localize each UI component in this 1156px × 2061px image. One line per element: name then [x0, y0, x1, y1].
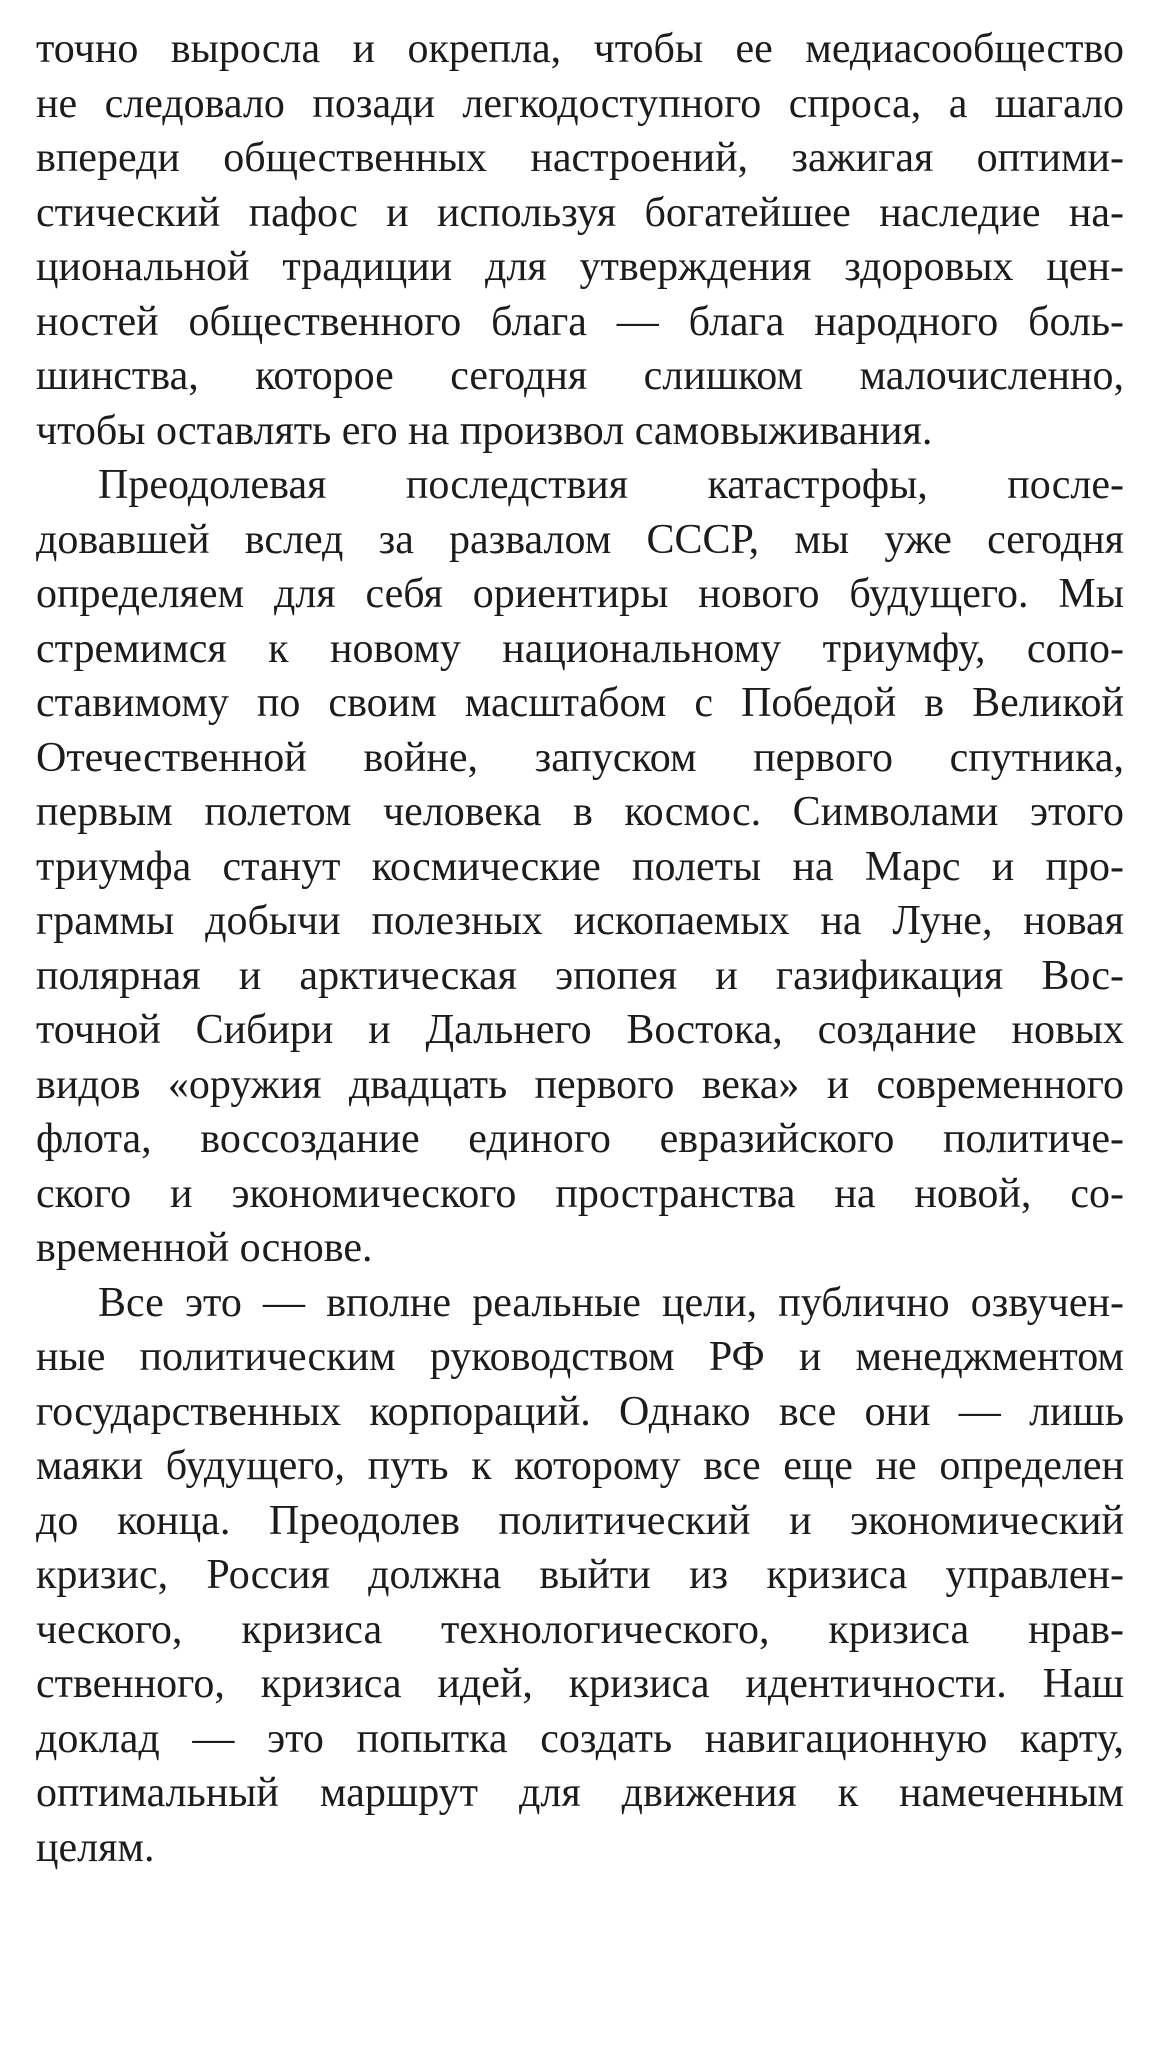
- text-line: чтобы оставлять его на произвол самовыживания.: [36, 407, 933, 454]
- text-line: до конца. Преодолев политический и экономический: [36, 1497, 1124, 1544]
- text-line: ностей общественного блага — блага народного боль-: [36, 298, 1124, 345]
- text-line: видов «оружия двадцать первого века» и современного: [36, 1061, 1124, 1108]
- text-line: впереди общественных настроений, зажигая оптими-: [36, 135, 1124, 181]
- text-line: Отечественной войне, запуском первого спутника,: [36, 734, 1124, 781]
- text-line: временной основе.: [36, 1225, 373, 1271]
- text-line: Все это — вполне реальные цели, публично озвучен-: [98, 1279, 1124, 1326]
- text-line: граммы добычи полезных ископаемых на Луне, новая: [36, 898, 1124, 944]
- text-line: государственных корпораций. Однако все они — лишь: [36, 1388, 1124, 1435]
- text-line: определяем для себя ориентиры нового будущего. Мы: [36, 571, 1124, 617]
- text-line: точно выросла и окрепла, чтобы ее медиасообщество: [36, 26, 1124, 72]
- text-line: оптимальный маршрут для движения к намеченным: [36, 1770, 1124, 1816]
- text-line: точной Сибири и Дальнего Востока, создание новых: [36, 1007, 1124, 1053]
- text-line: шинства, которое сегодня слишком малочисленно,: [36, 353, 1124, 399]
- paragraph-3: [36, 1276, 1124, 1876]
- text-line: доклад — это попытка создать навигационную карту,: [36, 1715, 1124, 1762]
- text-line: полярная и арктическая эпопея и газификация Вос-: [36, 952, 1124, 999]
- text-line: стический пафос и используя богатейшее наследие на-: [36, 189, 1124, 236]
- text-line: кризис, Россия должна выйти из кризиса управлен-: [36, 1552, 1124, 1598]
- text-line: ского и экономического пространства на новой, со-: [36, 1170, 1124, 1217]
- text-line: первым полетом человека в космос. Символами этого: [36, 789, 1124, 835]
- text-line: ственного, кризиса идей, кризиса идентичности. Наш: [36, 1661, 1124, 1707]
- body-text: [36, 22, 1124, 1875]
- text-line: довавшей вслед за развалом СССР, мы уже сегодня: [36, 516, 1124, 563]
- text-line: ные политическим руководством РФ и менеджментом: [36, 1334, 1124, 1380]
- text-line: флота, воссоздание единого евразийского политиче-: [36, 1116, 1124, 1162]
- text-line: целям.: [36, 1824, 155, 1871]
- paragraph-1: [36, 22, 1124, 458]
- text-line: ставимому по своим масштабом с Победой в Великой: [36, 680, 1124, 726]
- text-line: маяки будущего, путь к которому все еще не определен: [36, 1443, 1124, 1489]
- paragraph-2: [36, 458, 1124, 1276]
- text-line: Преодолевая последствия катастрофы, после-: [98, 462, 1124, 508]
- text-line: триумфа станут космические полеты на Марс и про-: [36, 843, 1124, 890]
- text-line: стремимся к новому национальному триумфу, сопо-: [36, 625, 1124, 672]
- text-line: ческого, кризиса технологического, кризиса нрав-: [36, 1606, 1124, 1653]
- text-line: не следовало позади легкодоступного спроса, а шагало: [36, 80, 1124, 127]
- text-line: циональной традиции для утверждения здоровых цен-: [36, 244, 1124, 290]
